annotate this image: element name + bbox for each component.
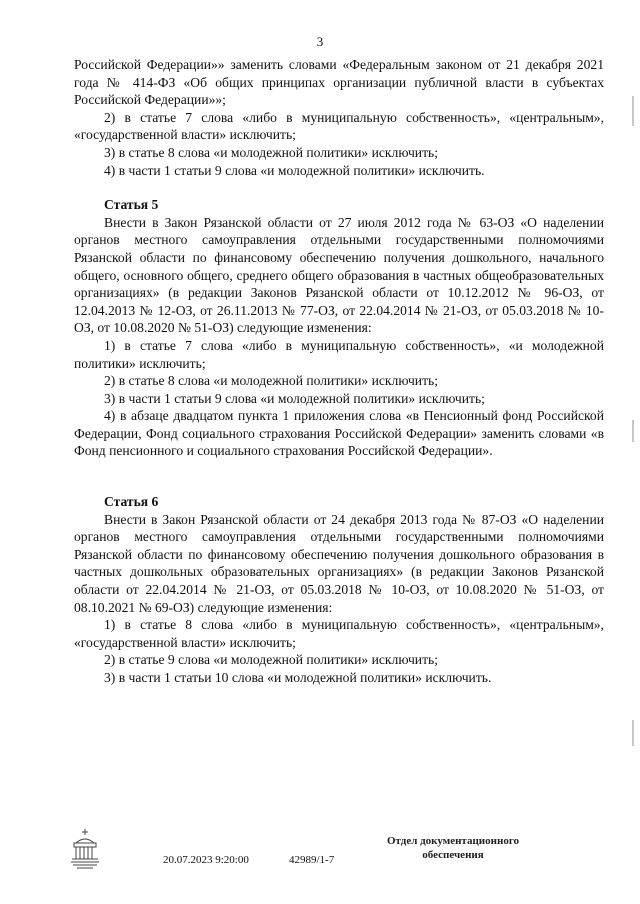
intro-item-2: 2) в статье 7 слова «либо в муниципальную собственность», «центральным», «государственной власти» исключить; <box>74 109 604 143</box>
article-6-item-2: 2) в статье 9 слова «и молодежной политики» исключить; <box>104 652 438 668</box>
page-number: 3 <box>316 34 324 49</box>
article-5-item-3: 3) в части 1 статьи 9 слова «и молодежной политики» исключить; <box>104 390 485 406</box>
spacer <box>74 179 604 196</box>
footer-datetime: 20.07.2023 9:20:00 <box>163 854 249 866</box>
scan-edge-mark <box>632 420 634 442</box>
footer-registration-number: 42989/1-7 <box>289 854 335 866</box>
article-5-title: Статья 5 <box>104 197 159 213</box>
coat-of-arms-icon <box>68 825 102 871</box>
intro-item-4: 4) в части 1 статьи 9 слова «и молодежной политики» исключить. <box>104 162 485 178</box>
intro-item-3: 3) в статье 8 слова «и молодежной политики» исключить; <box>104 144 438 160</box>
spacer <box>74 460 604 493</box>
footer-department-line-2: обеспечения <box>422 849 484 861</box>
article-5-body: Внести в Закон Рязанской области от 27 июля 2012 года № 63-ОЗ «О наделении органов местного самоуправления отдельными государственными полномочиями Рязанской области по финансовому обеспечению получения дошкольного, начального общего, основного общего, среднего общего образования в частных общеобразовательных организациях» (в редакции Законов Рязанской области от 10.12.2012 № 96-ОЗ, от 12.04.2013 № 12-ОЗ, от 26.11.2013 № 77-ОЗ, от 22.04.2014 № 21-ОЗ, от 05.03.2018 № 10-ОЗ, от 10.08.2020 № 51-ОЗ) следующие изменения: <box>74 214 604 336</box>
article-6-item-1: 1) в статье 8 слова «либо в муниципальную собственность», «центральным», «государственной власти» исключить; <box>74 617 604 650</box>
article-6-title: Статья 6 <box>104 494 159 510</box>
document-body <box>74 56 604 687</box>
article-6-body: Внести в Закон Рязанской области от 24 декабря 2013 года № 87-ОЗ «О наделении органов местного самоуправления отдельными государственными полномочиями Рязанской области по финансовому обеспечению получения дошкольного образования в частных дошкольных образовательных организациях» (в редакции Законов Рязанской области от 22.04.2014 № 21-ОЗ, от 05.03.2018 № 10-ОЗ, от 10.08.2020 № 51-ОЗ, от 08.10.2021 № 69-ОЗ) следующие изменения: <box>74 511 604 615</box>
scan-edge-mark <box>632 720 634 746</box>
footer-department-stamp <box>378 834 528 862</box>
article-5-item-1: 1) в статье 7 слова «либо в муниципальную собственность», «и молодежной политики» исключить; <box>74 337 604 371</box>
intro-paragraph: Российской Федерации»» заменить словами «Федеральным законом от 21 декабря 2021 года № 414-ФЗ «Об общих принципах организации публичной власти в субъектах Российской Федерации»»; <box>74 57 604 108</box>
footer-department-line-1: Отдел документационного <box>386 835 520 847</box>
scan-edge-mark <box>632 96 634 126</box>
article-6-item-3: 3) в части 1 статьи 10 слова «и молодежной политики» исключить. <box>104 670 492 685</box>
article-5-item-2: 2) в статье 8 слова «и молодежной политики» исключить; <box>104 373 438 389</box>
article-5-item-4: 4) в абзаце двадцатом пункта 1 приложения слова «в Пенсионный фонд Российской Федерации, Фонд социального страхования Российской Федерации» заменить словами «в Фонд пенсионного и социального страхования Российской Федерации». <box>74 408 604 459</box>
